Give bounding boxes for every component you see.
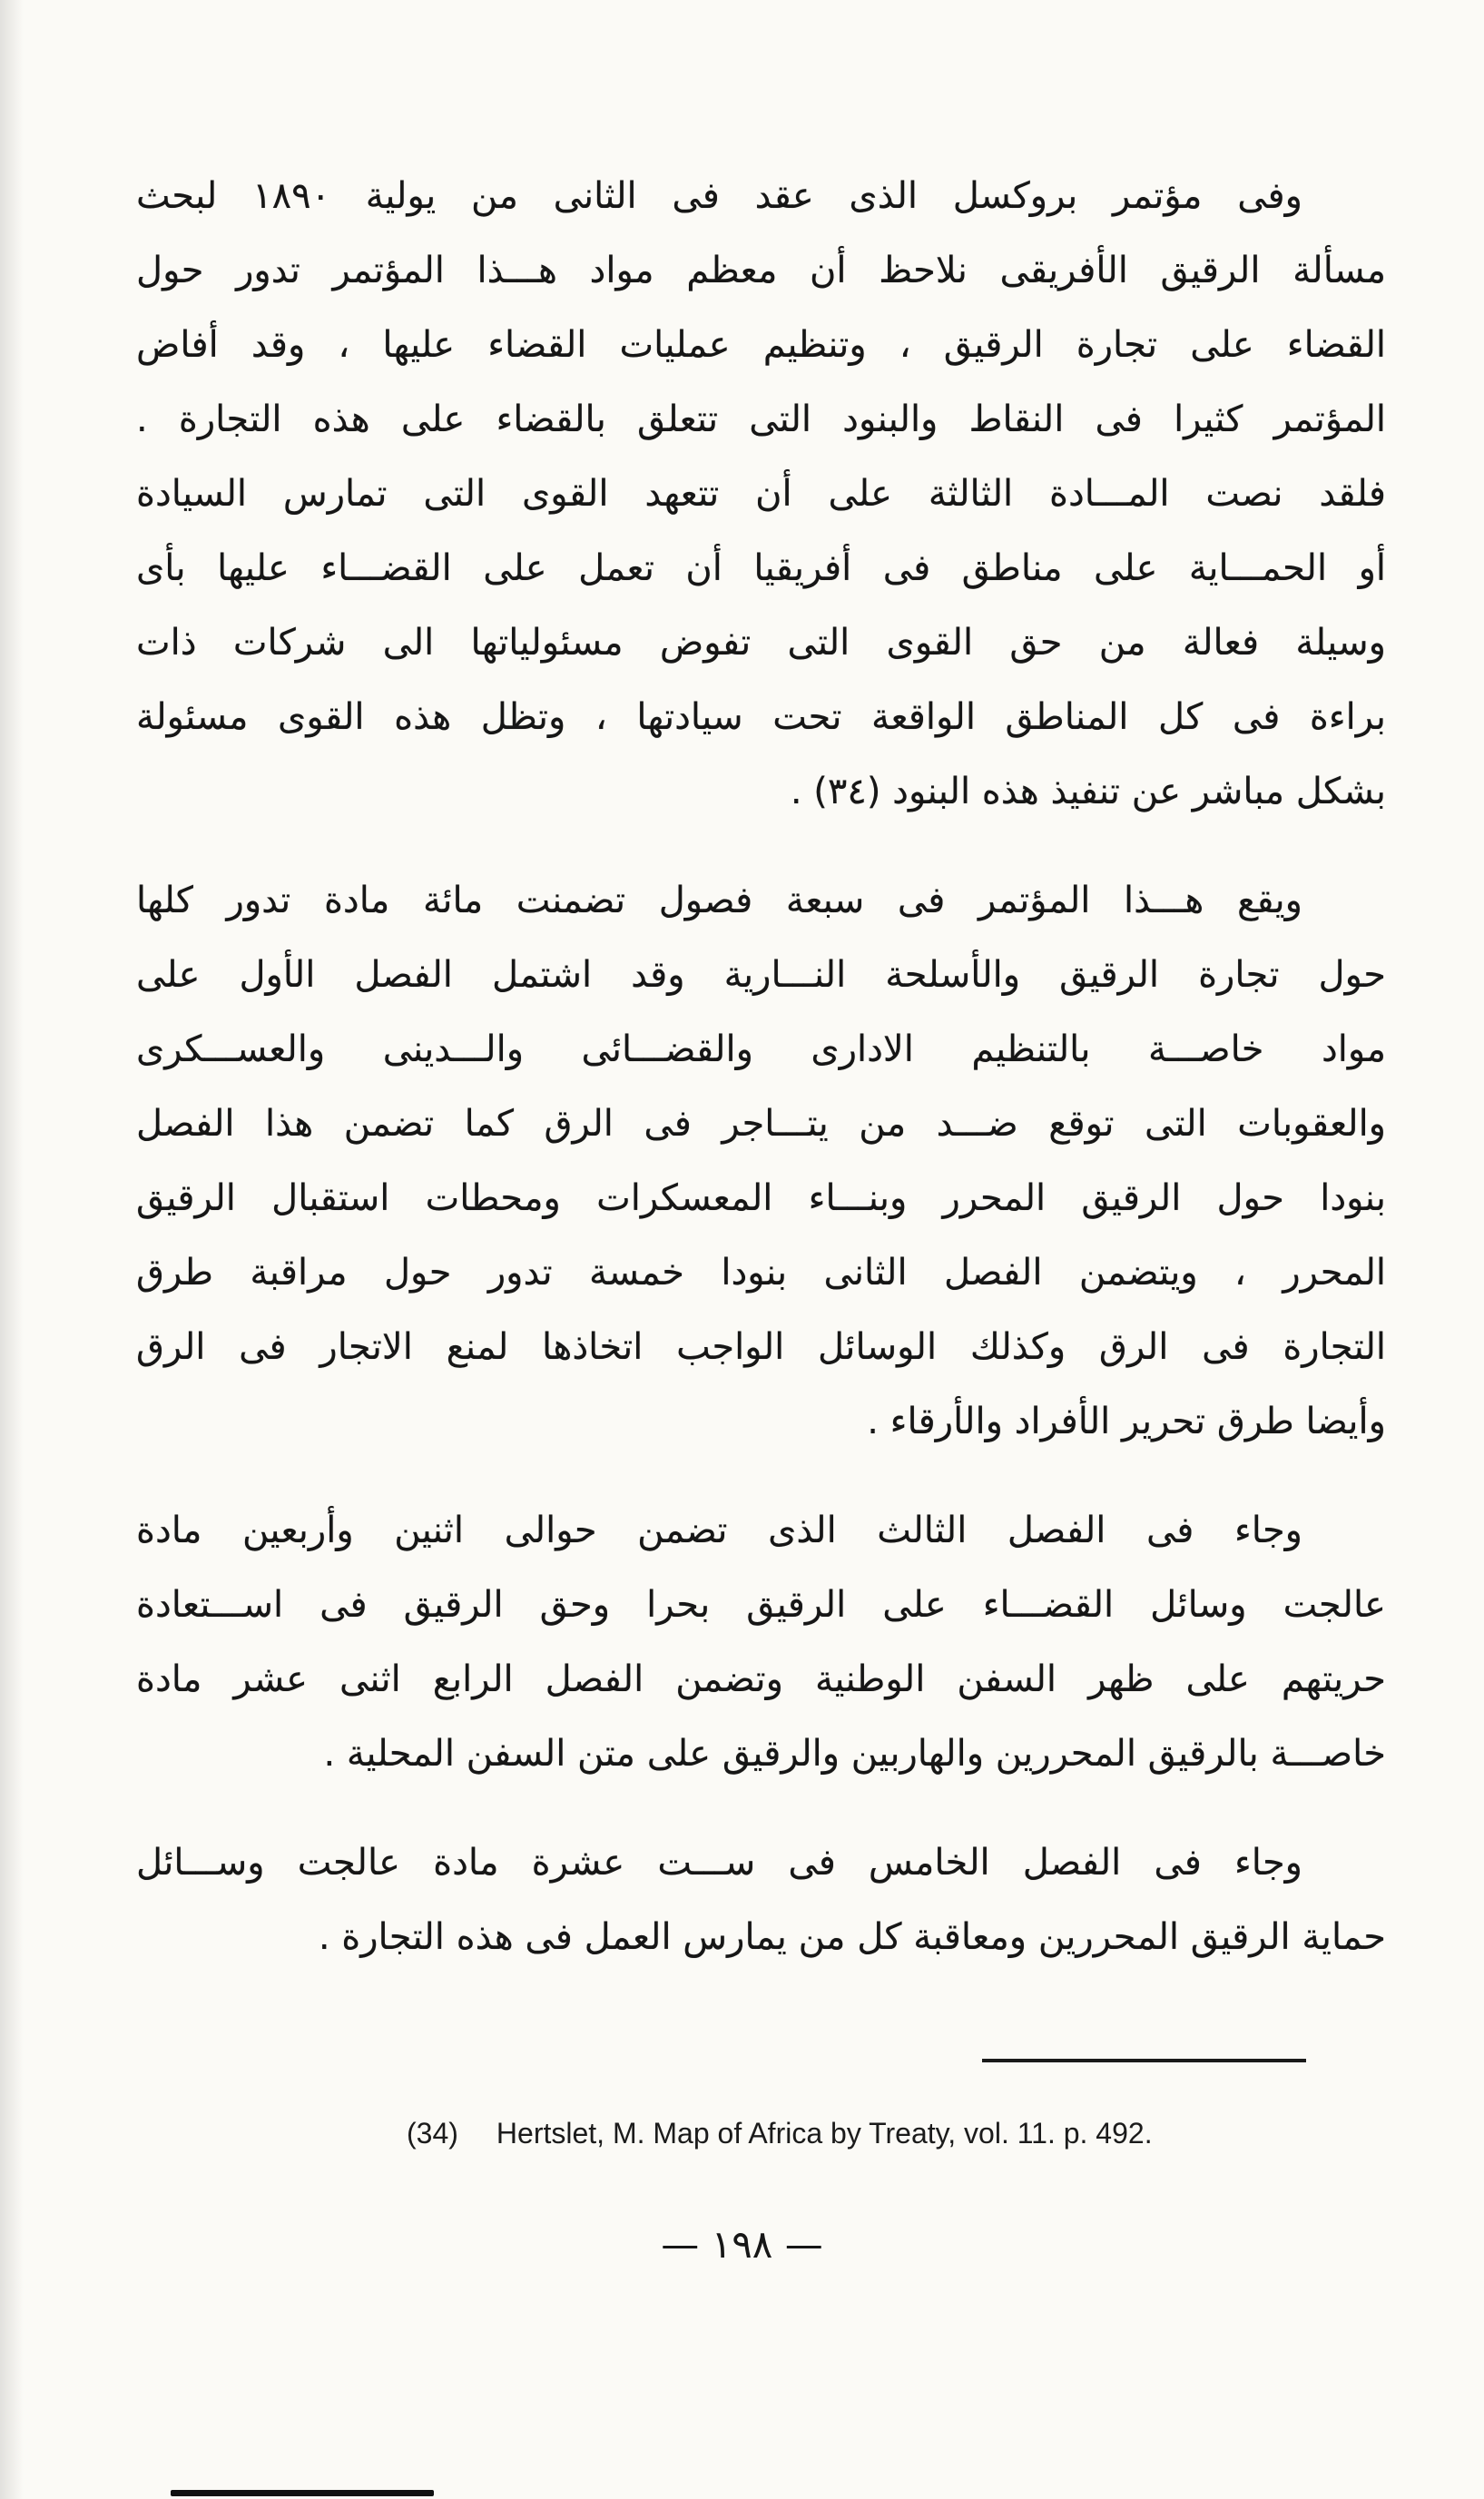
footnote-marker: (34) <box>407 2117 458 2150</box>
text-line: حول تجارة الرقيق والأسلحة النـــارية وقد اشتمل الفصل الأول على <box>136 954 1386 996</box>
text-line: القضاء على تجارة الرقيق ، وتنظيم عمليات القضاء عليها ، وقد أفاض <box>136 324 1386 366</box>
text-line: حريتهم على ظهر السفن الوطنية وتضمن الفصل الرابع اثنى عشر مادة <box>136 1658 1386 1700</box>
text-line: وجاء فى الفصل الخامس فى ســـت عشرة مادة عالجت وســـائل <box>136 1842 1302 1884</box>
paragraph-third-fourth-chapters <box>136 1493 1386 1791</box>
text-line: مواد خاصـــة بالتنظيم الادارى والقضـــائى والـــدينى والعســـكرى <box>136 1028 1386 1070</box>
text-line: مسألة الرقيق الأفريقى نلاحظ أن معظم مواد هـــذا المؤتمر تدور حول <box>136 250 1386 291</box>
text-line: خاصـــة بالرقيق المحررين والهاربين والرقيق على متن السفن المحلية . <box>323 1733 1386 1775</box>
text-line: وفى مؤتمر بروكسل الذى عقد فى الثانى من يولية ١٨٩٠ لبحث <box>136 175 1302 217</box>
text-line: براءة فى كل المناطق الواقعة تحت سيادتها ، وتظل هذه القوى مسئولة <box>136 696 1386 738</box>
footnote-text: Hertslet, M. Map of Africa by Treaty, vol. 11. p. 492. <box>496 2117 1153 2150</box>
text-line: فلقد نصت المـــادة الثالثة على أن تتعهد القوى التى تمارس السيادة <box>136 473 1386 515</box>
paragraph-conference-chapters <box>136 863 1386 1459</box>
text-line: بشكل مباشر عن تنفيذ هذه البنود (٣٤) . <box>790 771 1386 812</box>
text-line: المؤتمر كثيرا فى النقاط والبنود التى تتعلق بالقضاء على هذه التجارة . <box>136 398 1386 440</box>
paragraph-fifth-chapter <box>136 1825 1386 1974</box>
text-line: عالجت وسائل القضـــاء على الرقيق بحرا وحق الرقيق فى اســـتعادة <box>136 1584 1386 1626</box>
text-line: وجاء فى الفصل الثالث الذى تضمن حوالى اثنين وأربعين مادة <box>136 1510 1302 1551</box>
text-line: وسيلة فعالة من حق القوى التى تفوض مسئولياتها الى شركات ذات <box>136 622 1386 664</box>
text-line: المحرر ، ويتضمن الفصل الثانى بنودا خمسة تدور حول مراقبة طرق <box>136 1252 1386 1294</box>
scan-artifact-mark <box>171 2490 434 2496</box>
text-line: ويقع هـــذا المؤتمر فى سبعة فصول تضمنت مائة مادة تدور كلها <box>136 880 1302 921</box>
text-line: التجارة فى الرق وكذلك الوسائل الواجب اتخاذها لمنع الاتجار فى الرق <box>136 1326 1386 1368</box>
text-line: حماية الرقيق المحررين ومعاقبة كل من يمارس العمل فى هذه التجارة . <box>318 1916 1386 1958</box>
page-number: — ١٩٨ — <box>661 2222 823 2267</box>
footnote-separator-rule <box>982 2059 1306 2062</box>
text-line: وأيضا طرق تحرير الأفراد والأرقاء . <box>867 1401 1386 1442</box>
footnote <box>234 2117 1375 2150</box>
text-line: والعقوبات التى توقع ضـــد من يتـــاجر فى الرق كما تضمن هذا الفصل <box>136 1103 1386 1145</box>
paragraph-brussels-conference <box>136 159 1386 829</box>
text-line: أو الحمـــاية على مناطق فى أفريقيا أن تعمل على القضـــاء عليها بأى <box>136 547 1386 589</box>
text-line: بنودا حول الرقيق المحرر وبنـــاء المعسكرات ومحطات استقبال الرقيق <box>136 1177 1386 1219</box>
